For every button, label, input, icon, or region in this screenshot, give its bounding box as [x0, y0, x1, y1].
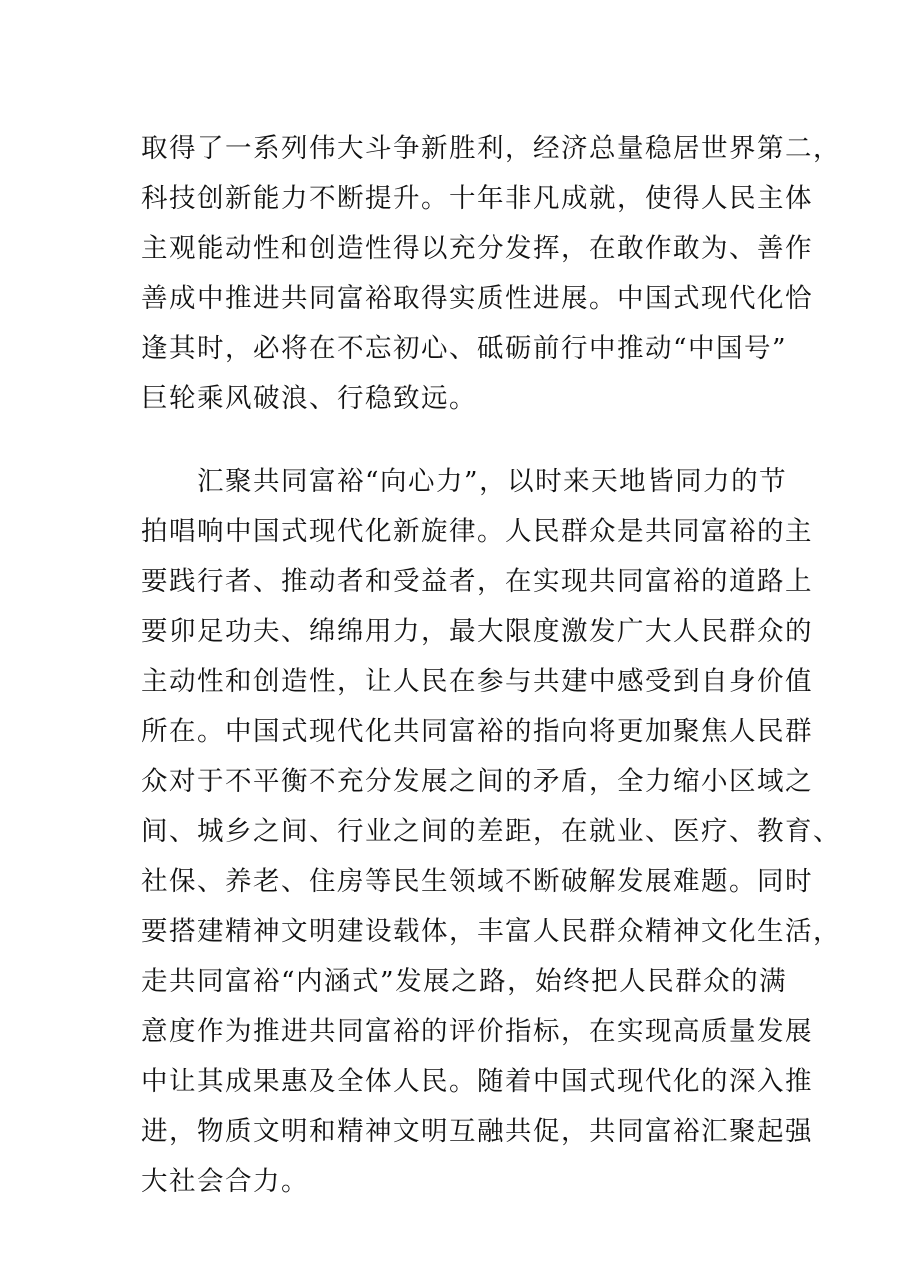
paragraph-line: 众对于不平衡不充分发展之间的矛盾，全力缩小区域之 — [141, 766, 813, 797]
paragraph-line: 进，物质文明和精神文明互融共促，共同富裕汇聚起强 — [141, 1116, 813, 1147]
paragraph-line: 取得了一系列伟大斗争新胜利，经济总量稳居世界第二， — [141, 133, 841, 164]
paragraph-line: 意度作为推进共同富裕的评价指标，在实现高质量发展 — [141, 1016, 813, 1047]
paragraph-line: 主动性和创造性，让人民在参与共建中感受到自身价值 — [141, 666, 813, 697]
paragraph-line: 要践行者、推动者和受益者，在实现共同富裕的道路上 — [141, 566, 813, 597]
paragraph-line: 主观能动性和创造性得以充分发挥，在敢作敢为、善作 — [141, 233, 813, 264]
paragraph-line: 逢其时，必将在不忘初心、砥砺前行中推动“中国号” — [141, 333, 788, 364]
paragraph-1 — [141, 124, 841, 424]
paragraph-line: 科技创新能力不断提升。十年非凡成就，使得人民主体 — [141, 183, 813, 214]
paragraph-line: 大社会合力。 — [141, 1166, 309, 1197]
paragraph-line: 汇聚共同富裕“向心力”，以时来天地皆同力的节 — [141, 466, 788, 497]
paragraph-line: 走共同富裕“内涵式”发展之路，始终把人民群众的满 — [141, 966, 788, 997]
paragraph-line: 巨轮乘风破浪、行稳致远。 — [141, 383, 477, 414]
paragraph-line: 要卯足功夫、绵绵用力，最大限度激发广大人民群众的 — [141, 616, 813, 647]
paragraph-line: 要搭建精神文明建设载体，丰富人民群众精神文化生活， — [141, 916, 841, 947]
paragraph-line: 社保、养老、住房等民生领域不断破解发展难题。同时 — [141, 866, 813, 897]
paragraph-2 — [141, 457, 841, 1207]
paragraph-line: 善成中推进共同富裕取得实质性进展。中国式现代化恰 — [141, 283, 813, 314]
paragraph-line: 中让其成果惠及全体人民。随着中国式现代化的深入推 — [141, 1066, 813, 1097]
paragraph-line: 所在。中国式现代化共同富裕的指向将更加聚焦人民群 — [141, 716, 813, 747]
paragraph-line: 拍唱响中国式现代化新旋律。人民群众是共同富裕的主 — [141, 516, 813, 547]
paragraph-line: 间、城乡之间、行业之间的差距，在就业、医疗、教育、 — [141, 816, 841, 847]
